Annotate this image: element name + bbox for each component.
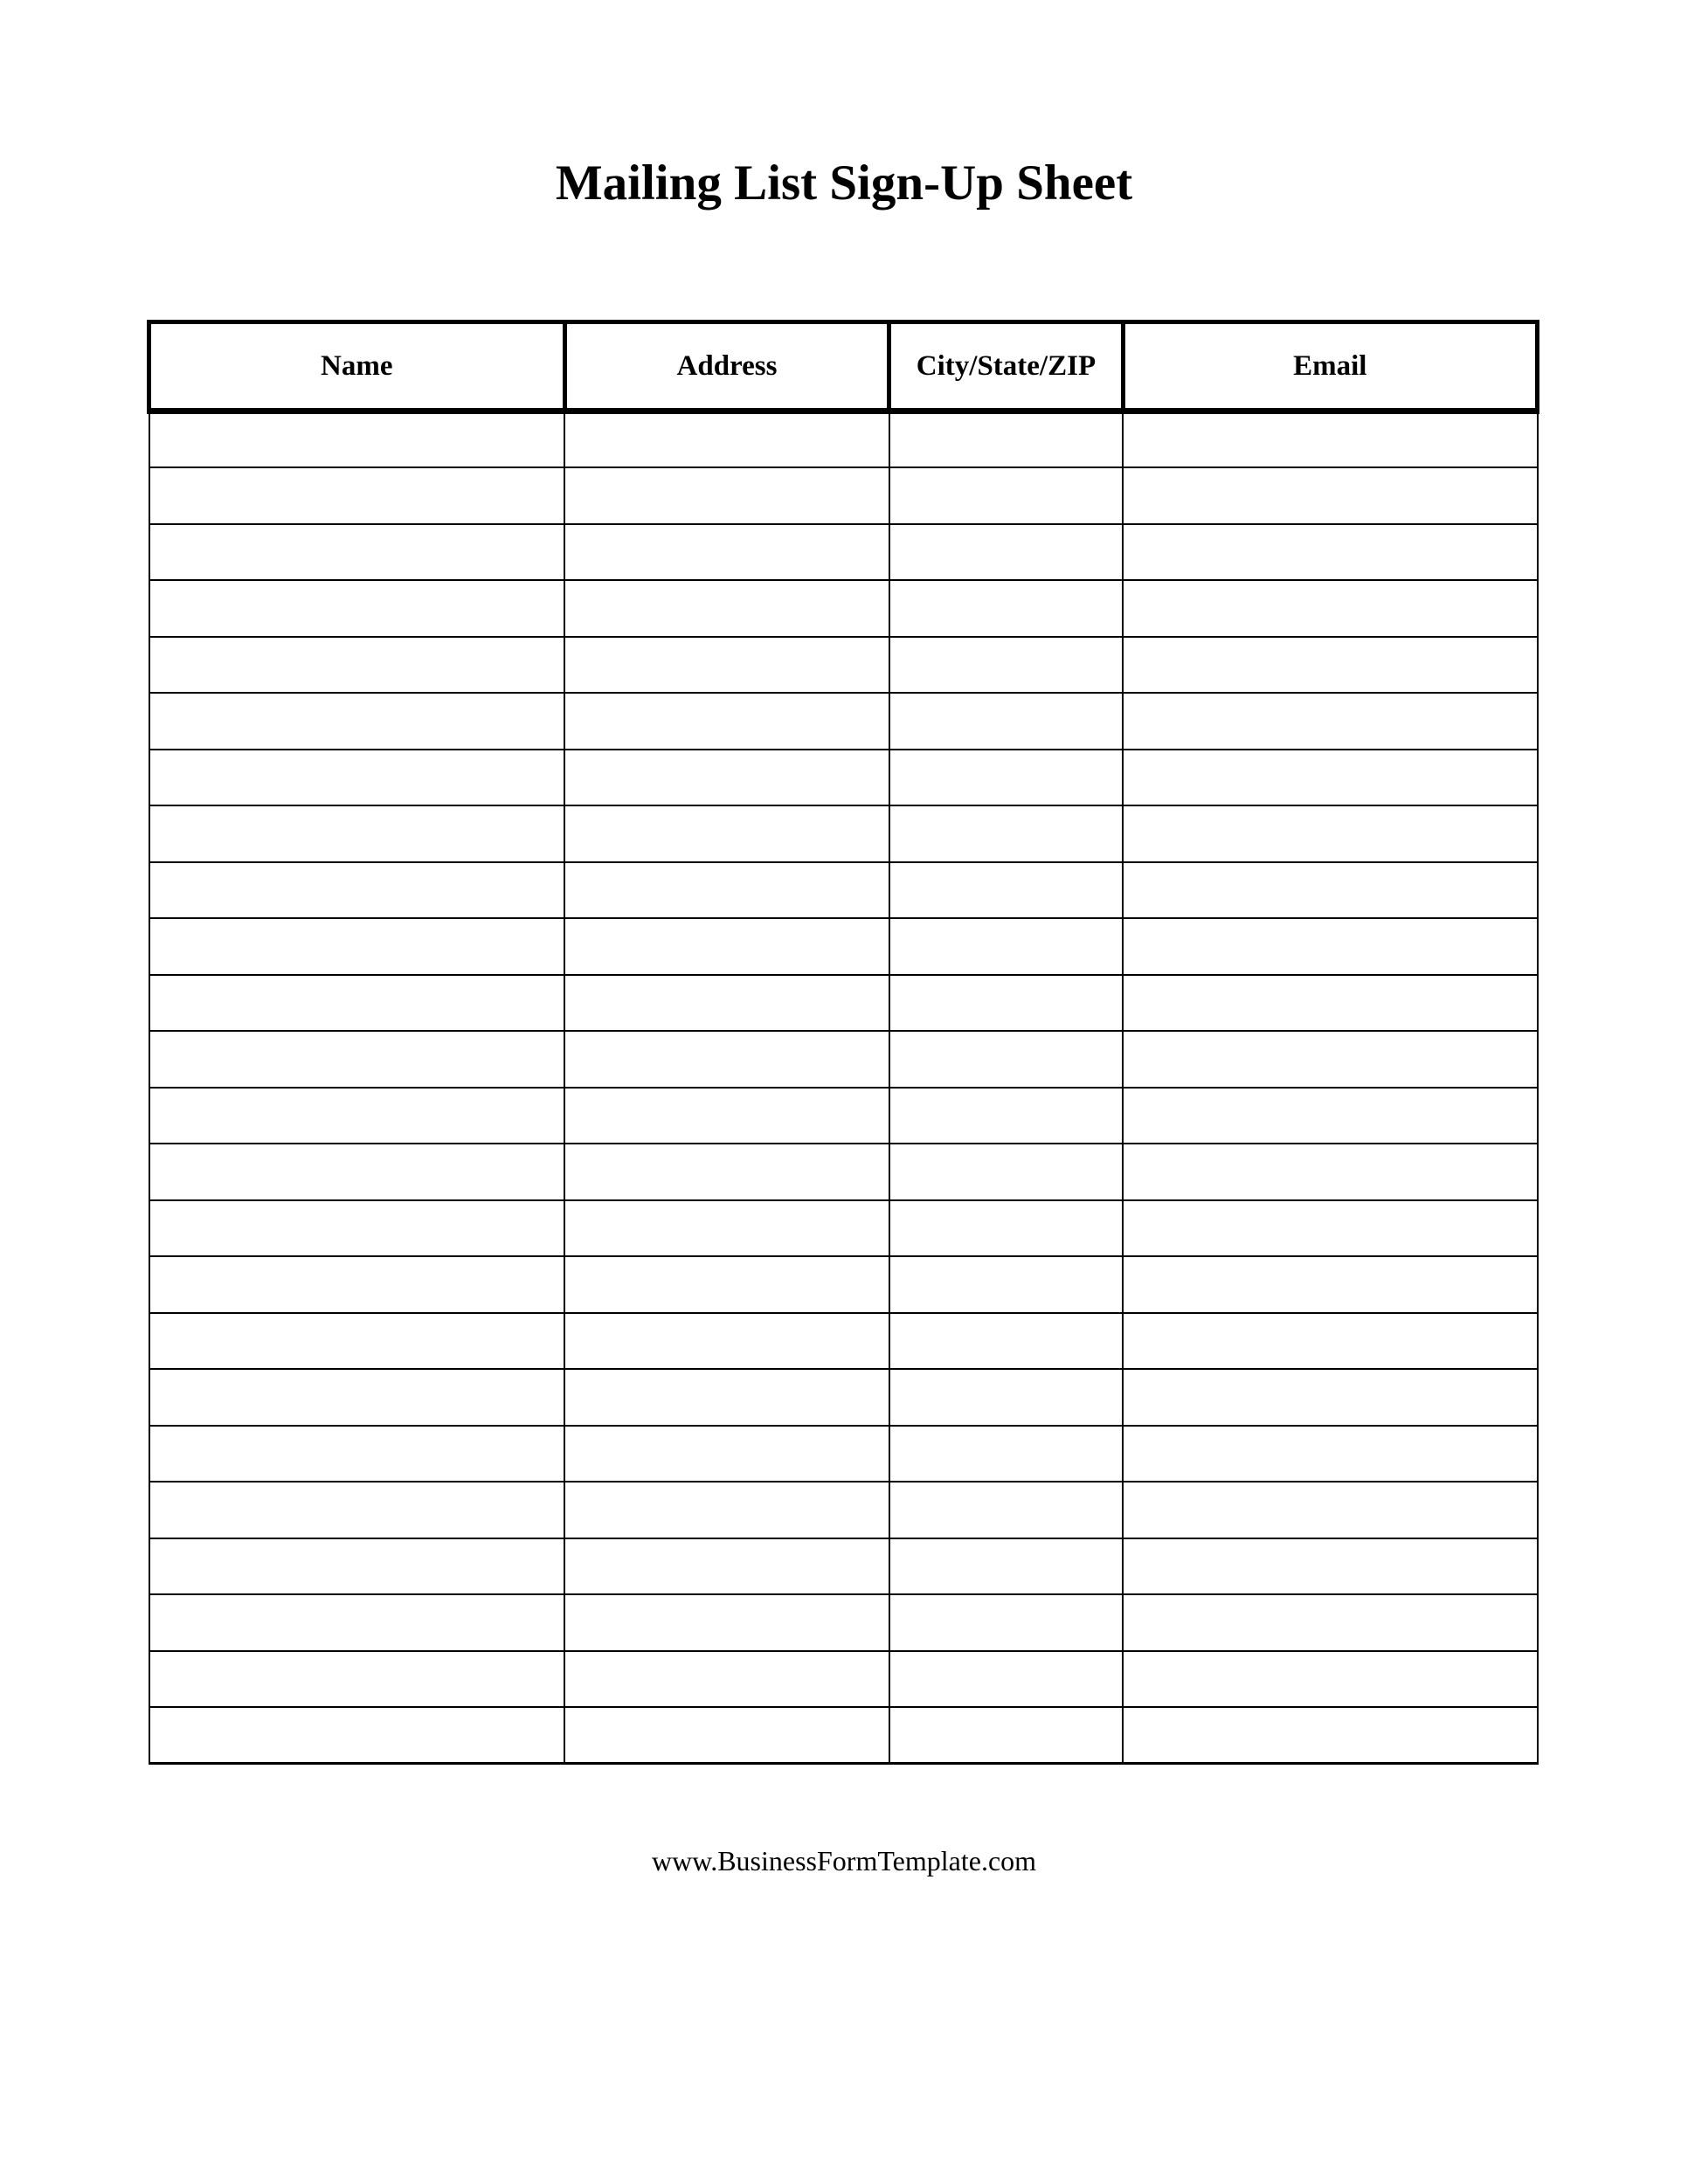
- cell-address: [564, 1594, 889, 1651]
- cell-address: [564, 918, 889, 975]
- cell-name: [149, 1426, 565, 1482]
- cell-email: [1123, 975, 1538, 1032]
- cell-name: [149, 1369, 565, 1426]
- cell-name: [149, 1031, 565, 1088]
- cell-address: [564, 1651, 889, 1708]
- cell-city-state-zip: [889, 1482, 1123, 1538]
- cell-city-state-zip: [889, 580, 1123, 637]
- cell-address: [564, 580, 889, 637]
- cell-name: [149, 975, 565, 1032]
- cell-address: [564, 1088, 889, 1144]
- cell-city-state-zip: [889, 750, 1123, 806]
- cell-email: [1123, 1426, 1538, 1482]
- table-body: [149, 411, 1538, 1764]
- cell-email: [1123, 1482, 1538, 1538]
- cell-name: [149, 1482, 565, 1538]
- table-row: [149, 411, 1538, 468]
- table-row: [149, 1031, 1538, 1088]
- cell-city-state-zip: [889, 411, 1123, 468]
- cell-city-state-zip: [889, 1088, 1123, 1144]
- cell-address: [564, 1538, 889, 1595]
- cell-name: [149, 580, 565, 637]
- cell-address: [564, 1031, 889, 1088]
- column-header-address: Address: [564, 322, 889, 411]
- cell-name: [149, 637, 565, 694]
- cell-name: [149, 467, 565, 524]
- cell-name: [149, 918, 565, 975]
- mailing-list-table: [147, 320, 1539, 1765]
- cell-address: [564, 1369, 889, 1426]
- table-row: [149, 1651, 1538, 1708]
- cell-city-state-zip: [889, 1200, 1123, 1257]
- cell-address: [564, 467, 889, 524]
- cell-email: [1123, 467, 1538, 524]
- table-row: [149, 1313, 1538, 1370]
- table-row: [149, 1144, 1538, 1200]
- cell-email: [1123, 524, 1538, 581]
- cell-email: [1123, 1031, 1538, 1088]
- cell-email: [1123, 1538, 1538, 1595]
- cell-name: [149, 1538, 565, 1595]
- cell-city-state-zip: [889, 1256, 1123, 1313]
- table-row: [149, 1538, 1538, 1595]
- page-title: Mailing List Sign-Up Sheet: [555, 156, 1133, 211]
- table-row: [149, 1256, 1538, 1313]
- cell-email: [1123, 580, 1538, 637]
- cell-city-state-zip: [889, 637, 1123, 694]
- table-row: [149, 1426, 1538, 1482]
- cell-city-state-zip: [889, 467, 1123, 524]
- cell-address: [564, 1482, 889, 1538]
- cell-address: [564, 693, 889, 750]
- cell-city-state-zip: [889, 918, 1123, 975]
- footer-url: www.BusinessFormTemplate.com: [651, 1845, 1037, 1876]
- cell-email: [1123, 862, 1538, 919]
- cell-address: [564, 862, 889, 919]
- cell-email: [1123, 750, 1538, 806]
- cell-city-state-zip: [889, 805, 1123, 862]
- cell-name: [149, 1594, 565, 1651]
- table-row: [149, 805, 1538, 862]
- cell-city-state-zip: [889, 1313, 1123, 1370]
- table-row: [149, 467, 1538, 524]
- signup-table-container: [147, 320, 1539, 1765]
- cell-city-state-zip: [889, 862, 1123, 919]
- cell-address: [564, 524, 889, 581]
- cell-city-state-zip: [889, 1651, 1123, 1708]
- cell-address: [564, 1200, 889, 1257]
- table-row: [149, 862, 1538, 919]
- table-row: [149, 1482, 1538, 1538]
- cell-email: [1123, 918, 1538, 975]
- cell-name: [149, 1088, 565, 1144]
- cell-name: [149, 1707, 565, 1764]
- cell-name: [149, 1651, 565, 1708]
- cell-email: [1123, 1088, 1538, 1144]
- table-row: [149, 975, 1538, 1032]
- cell-address: [564, 1144, 889, 1200]
- cell-name: [149, 524, 565, 581]
- cell-address: [564, 805, 889, 862]
- cell-address: [564, 1256, 889, 1313]
- cell-email: [1123, 1594, 1538, 1651]
- cell-city-state-zip: [889, 1144, 1123, 1200]
- column-header-city-state-zip: City/State/ZIP: [889, 322, 1123, 411]
- cell-name: [149, 750, 565, 806]
- column-header-email: Email: [1123, 322, 1538, 411]
- cell-email: [1123, 1707, 1538, 1764]
- cell-address: [564, 1426, 889, 1482]
- cell-name: [149, 862, 565, 919]
- table-row: [149, 1088, 1538, 1144]
- table-row: [149, 693, 1538, 750]
- cell-address: [564, 1313, 889, 1370]
- cell-address: [564, 750, 889, 806]
- column-header-name: Name: [149, 322, 565, 411]
- cell-city-state-zip: [889, 693, 1123, 750]
- table-row: [149, 918, 1538, 975]
- cell-address: [564, 411, 889, 468]
- cell-email: [1123, 411, 1538, 468]
- cell-address: [564, 1707, 889, 1764]
- table-row: [149, 1200, 1538, 1257]
- cell-city-state-zip: [889, 1594, 1123, 1651]
- table-row: [149, 580, 1538, 637]
- cell-email: [1123, 1144, 1538, 1200]
- cell-email: [1123, 637, 1538, 694]
- cell-city-state-zip: [889, 1369, 1123, 1426]
- table-row: [149, 1707, 1538, 1764]
- table-row: [149, 1594, 1538, 1651]
- cell-name: [149, 1256, 565, 1313]
- cell-city-state-zip: [889, 1707, 1123, 1764]
- cell-address: [564, 975, 889, 1032]
- table-row: [149, 1369, 1538, 1426]
- cell-name: [149, 805, 565, 862]
- cell-email: [1123, 1369, 1538, 1426]
- cell-name: [149, 1144, 565, 1200]
- table-row: [149, 637, 1538, 694]
- cell-city-state-zip: [889, 1538, 1123, 1595]
- cell-name: [149, 693, 565, 750]
- cell-city-state-zip: [889, 524, 1123, 581]
- cell-email: [1123, 1651, 1538, 1708]
- cell-email: [1123, 693, 1538, 750]
- cell-email: [1123, 1200, 1538, 1257]
- cell-name: [149, 411, 565, 468]
- table-row: [149, 750, 1538, 806]
- cell-name: [149, 1313, 565, 1370]
- cell-city-state-zip: [889, 975, 1123, 1032]
- cell-address: [564, 637, 889, 694]
- cell-email: [1123, 1313, 1538, 1370]
- cell-name: [149, 1200, 565, 1257]
- cell-city-state-zip: [889, 1426, 1123, 1482]
- cell-email: [1123, 805, 1538, 862]
- header-row: [149, 322, 1538, 411]
- cell-city-state-zip: [889, 1031, 1123, 1088]
- cell-email: [1123, 1256, 1538, 1313]
- table-row: [149, 524, 1538, 581]
